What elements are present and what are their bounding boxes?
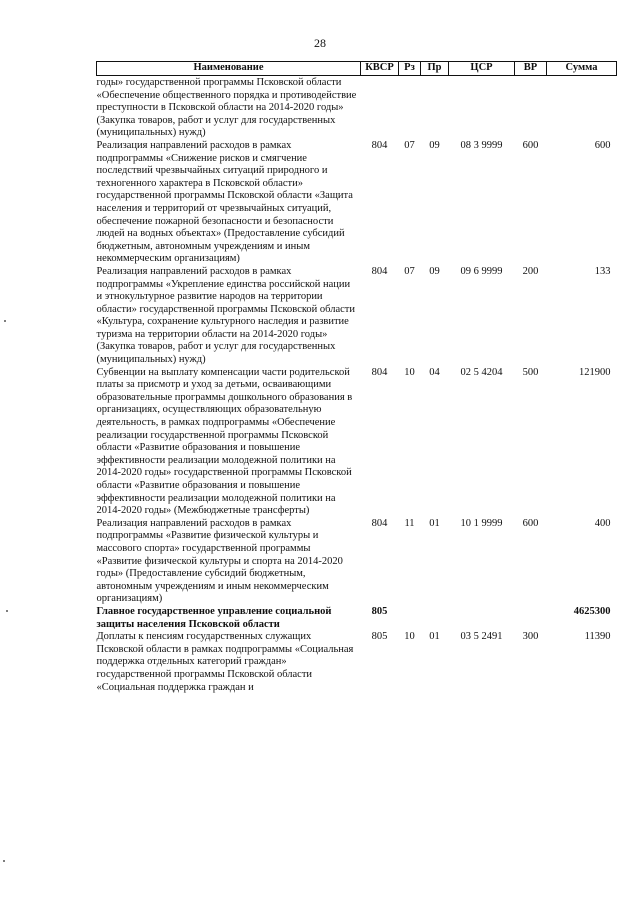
row-rz: 10 — [404, 631, 415, 643]
row-pr: 01 — [429, 631, 440, 643]
budget-table — [96, 61, 617, 694]
row-pr: 09 — [429, 139, 440, 151]
scan-speck — [4, 320, 6, 322]
column-header-sum: Сумма — [547, 62, 617, 76]
row-csr — [449, 76, 515, 140]
row-vr: 200 — [522, 265, 539, 277]
row-pr — [421, 76, 449, 140]
row-rz: 07 — [404, 265, 415, 277]
page-number: 28 — [314, 36, 326, 50]
row-kvsr: 804 — [371, 517, 388, 529]
row-pr: 04 — [429, 366, 440, 378]
row-kvsr: 805 — [371, 631, 388, 643]
row-kvsr — [361, 76, 399, 140]
row-sum — [547, 76, 617, 140]
table-row — [97, 266, 617, 367]
column-header-vr: ВР — [515, 62, 547, 76]
row-sum: 4625300 — [573, 605, 611, 617]
column-header-name: Наименование — [97, 62, 361, 76]
row-name: годы» государственной программы Псковской области «Обеспечение общественного порядка и противодействие преступности в Псковской области на 2014-2020 годы» (Закупка товаров, работ и услуг для государственных (муниципальных) нужд) — [96, 77, 357, 139]
row-rz: 11 — [404, 517, 415, 529]
row-pr — [421, 606, 449, 631]
table-row-department — [97, 606, 617, 631]
row-vr: 600 — [522, 517, 539, 529]
row-rz — [399, 606, 421, 631]
row-pr: 09 — [429, 265, 440, 277]
row-rz: 07 — [404, 139, 415, 151]
row-name: Реализация направлений расходов в рамках подпрограммы «Укрепление единства российской нации и этнокультурное развитие народов на территории области» государственной программы Псковской области «Культура, сохранение культурного наследия и развитие туризма на территории области на 2014-2020 годы» (Закупка товаров, работ и услуг для государственных (муниципальных) нужд) — [96, 265, 356, 366]
row-name: Доплаты к пенсиям государственных служащих Псковской области в рамках подпрограммы «Социальная поддержка отдельных категорий граждан» государственной программы Псковской области «Социальная поддержка граждан и — [96, 631, 354, 693]
row-sum: 400 — [594, 517, 611, 529]
row-sum: 121900 — [579, 366, 611, 378]
row-sum: 133 — [594, 265, 611, 277]
column-header-csr: ЦСР — [449, 62, 515, 76]
row-rz — [399, 76, 421, 140]
table-header-row — [97, 62, 617, 76]
table-row — [97, 76, 617, 140]
table-row — [97, 367, 617, 518]
row-name: Главное государственное управление социальной защиты населения Псковской области — [96, 605, 332, 630]
row-csr: 02 5 4204 — [460, 366, 503, 378]
row-csr: 08 3 9999 — [460, 139, 503, 151]
table-row — [97, 518, 617, 606]
row-sum: 11390 — [584, 631, 611, 643]
row-rz: 10 — [404, 366, 415, 378]
row-kvsr: 804 — [371, 265, 388, 277]
row-csr: 10 1 9999 — [460, 517, 503, 529]
row-kvsr: 805 — [371, 605, 388, 617]
scan-speck — [6, 610, 8, 612]
row-vr: 600 — [522, 139, 539, 151]
row-csr: 09 6 9999 — [460, 265, 503, 277]
column-header-pr: Пр — [421, 62, 449, 76]
row-vr — [515, 76, 547, 140]
row-vr — [515, 606, 547, 631]
row-kvsr: 804 — [371, 139, 388, 151]
scan-speck — [3, 860, 5, 862]
row-name: Реализация направлений расходов в рамках подпрограммы «Развитие физической культуры и массового спорта» государственной программы «Развитие физической культуры и спорта на 2014-2020 годы» (Предоставление субсидий бюджетным, автономным учреждениям и иным некоммерческим организациям) — [96, 517, 343, 605]
row-sum: 600 — [594, 139, 611, 151]
row-csr — [449, 606, 515, 631]
column-header-kvsr: КВСР — [361, 62, 399, 76]
row-pr: 01 — [429, 517, 440, 529]
row-vr: 300 — [522, 631, 539, 643]
row-csr: 03 5 2491 — [460, 631, 503, 643]
row-name: Реализация направлений расходов в рамках подпрограммы «Снижение рисков и смягчение последствий чрезвычайных ситуаций природного и техногенного характера в Псковской области» государственной программы Псковской области «Защита населения и территорий от чрезвычайных ситуаций, обеспечение пожарной безопасности и безопасности людей на водных объектах» (Предоставление субсидий бюджетным, автономным учреждениям и иным некоммерческим организациям) — [96, 139, 353, 265]
column-header-rz: Рз — [399, 62, 421, 76]
table-row — [97, 140, 617, 266]
row-kvsr: 804 — [371, 366, 388, 378]
row-name: Субвенции на выплату компенсации части родительской платы за присмотр и уход за детьми, осваивающими образовательные программы дошкольного образования в организациях, осуществляющих образовательную деятельность, в рамках подпрограммы «Обеспечение реализации государственной программы Псковской области «Развитие образования и повышение эффективности реализации молодежной политики на 2014-2020 годы» государственной программы Псковской области «Развитие образования и повышение эффективности реализации молодежной политики на 2014-2020 годы» (Межбюджетные трансферты) — [96, 366, 353, 517]
table-row — [97, 631, 617, 694]
row-vr: 500 — [522, 366, 539, 378]
